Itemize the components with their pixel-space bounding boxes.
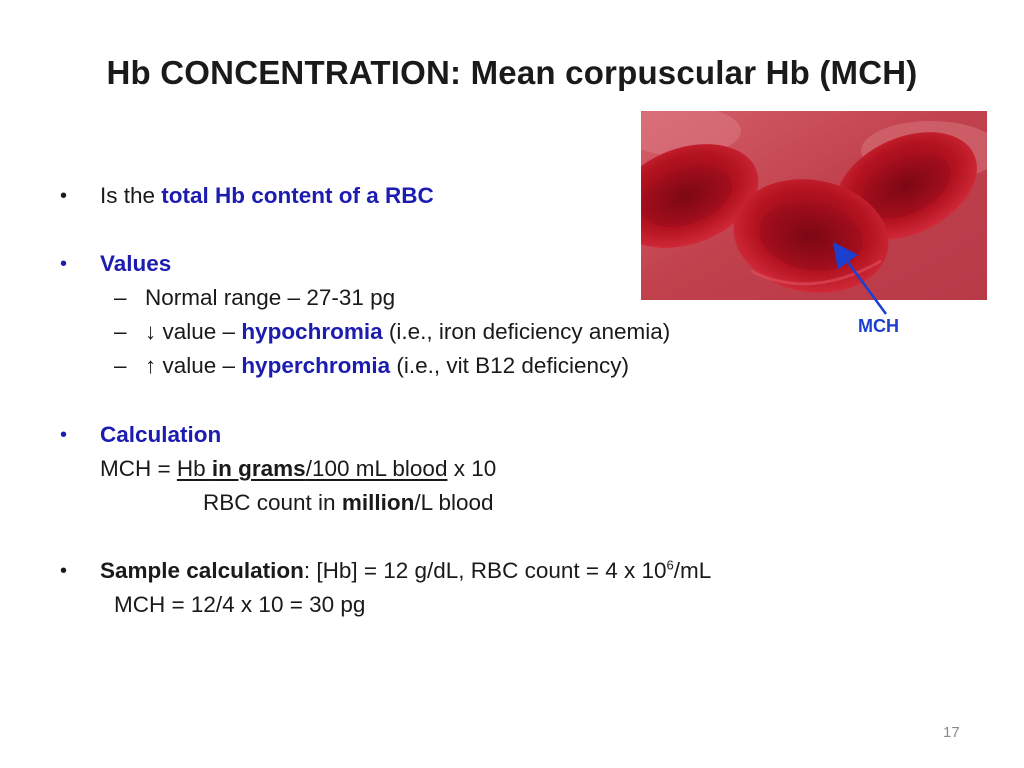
high-value-text xyxy=(145,351,629,381)
definition-prefix: Is the xyxy=(100,183,162,208)
low-value-prefix: ↓ value – xyxy=(145,319,242,344)
low-value-suffix: (i.e., iron deficiency anemia) xyxy=(382,319,671,344)
bullet-marker: • xyxy=(60,185,68,207)
bullet-marker: • xyxy=(60,424,68,446)
bullet-marker: • xyxy=(60,560,68,582)
sub-dash: – xyxy=(114,353,127,378)
formula-per-volume: /100 mL blood xyxy=(305,456,448,481)
sample-heading: Sample calculation xyxy=(100,558,304,583)
low-value-text xyxy=(145,317,670,347)
bullet-marker: • xyxy=(60,253,68,275)
formula-times-ten: x 10 xyxy=(447,456,497,481)
denominator-prefix: RBC count in xyxy=(203,490,342,515)
hypochromia-term: hypochromia xyxy=(241,319,383,344)
formula-in-grams: in grams xyxy=(211,456,306,481)
bullet-definition xyxy=(100,181,434,211)
sub-dash: – xyxy=(114,319,127,344)
hyperchromia-term: hyperchromia xyxy=(241,353,391,378)
sub-dash: – xyxy=(114,285,127,310)
sample-calculation xyxy=(100,556,711,586)
sample-exponent: 6 xyxy=(666,557,674,573)
rbc-illustration-svg xyxy=(641,111,987,300)
high-value-prefix: ↑ value – xyxy=(145,353,242,378)
sample-values: : [Hb] = 12 g/dL, RBC count = 4 x 10 xyxy=(303,558,667,583)
calculation-heading: Calculation xyxy=(100,422,222,447)
formula-hb: Hb xyxy=(176,456,212,481)
mch-label: MCH xyxy=(858,316,899,336)
slide-title: Hb CONCENTRATION: Mean corpuscular Hb (MCH) xyxy=(106,54,918,91)
definition-highlight: total Hb content of a RBC xyxy=(161,183,434,208)
formula-lhs: MCH = xyxy=(100,456,177,481)
high-value-suffix: (i.e., vit B12 deficiency) xyxy=(390,353,629,378)
formula-hb-underlined xyxy=(177,456,448,481)
formula-denominator xyxy=(203,488,494,518)
denominator-suffix: /L blood xyxy=(414,490,494,515)
rbc-illustration xyxy=(641,111,987,300)
values-heading: Values xyxy=(100,251,172,276)
sample-unit: /mL xyxy=(673,558,712,583)
formula-numerator xyxy=(100,454,496,484)
normal-range-text: Normal range – 27-31 pg xyxy=(145,285,396,310)
sample-result: MCH = 12/4 x 10 = 30 pg xyxy=(114,592,366,617)
denominator-million: million xyxy=(341,490,415,515)
page-number: 17 xyxy=(943,724,960,741)
